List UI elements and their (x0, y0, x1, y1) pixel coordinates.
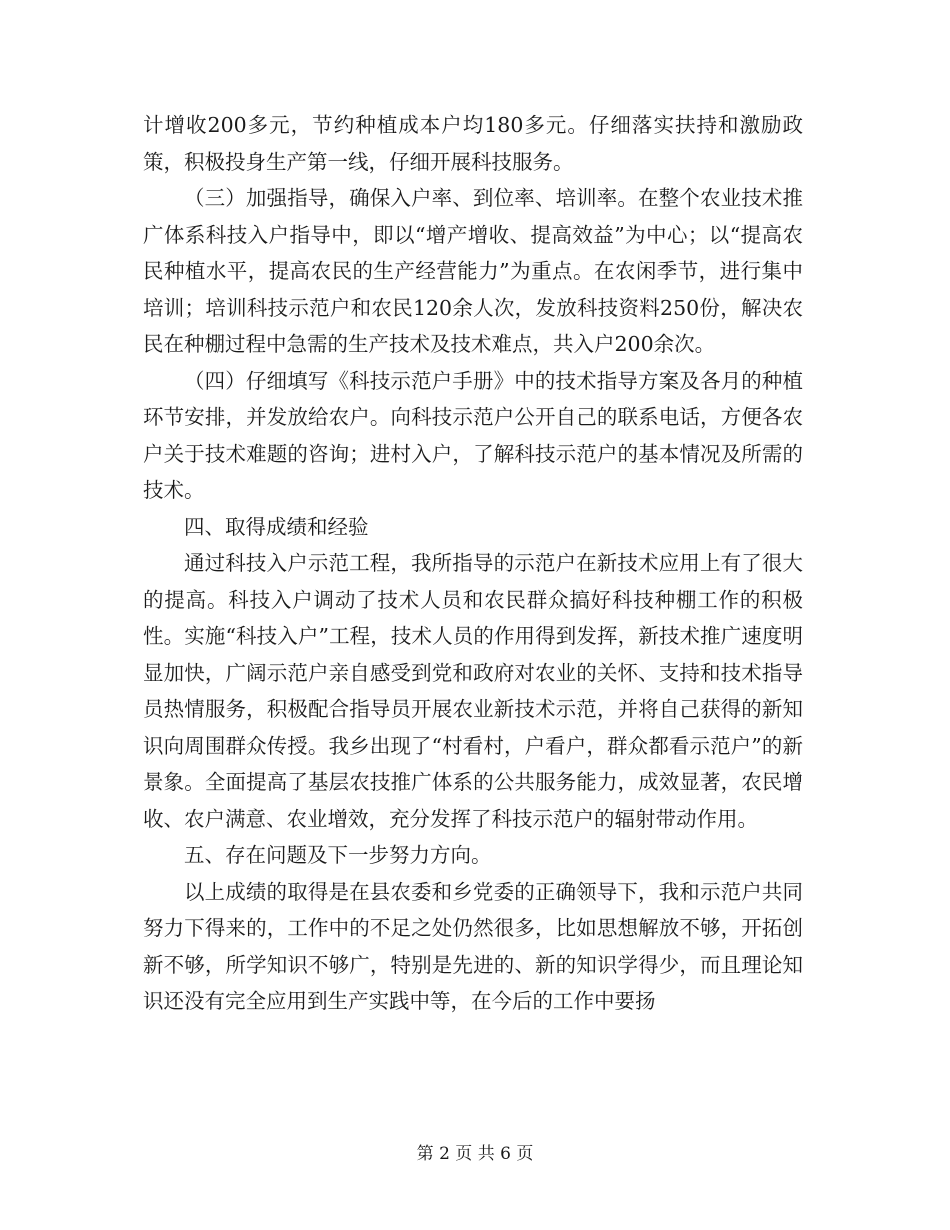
heading-achievements: 四、取得成绩和经验 (184, 514, 369, 539)
paragraph-achievements: 通过科技入户示范工程，我所指导的示范户在新技术应用上有了很大的提高。科技入户调动了技术人员和农民群众搞好科技种棚工作的积极性。实施“科技入户”工程，技术人员的作用得到发挥，新技术推广速度明显加快，广阔示范户亲自感受到党和政府对农业的关怀、支持和技术指导员热情服务，积极配合指导员开展农业新技术示范，并将自己获得的新知识向周围群众传授。我乡出现了“村看村，户看户，群众都看示范户”的新景象。全面提高了基层农技推广体系的公共服务能力，成效显著，农民增收、农户满意、农业增效，充分发挥了科技示范户的辐射带动作用。 (143, 551, 803, 831)
page-footer: 第 2 页 共 6 页 (416, 1144, 534, 1164)
paragraph-problems: 以上成绩的取得是在县农委和乡党委的正确领导下，我和示范户共同努力下得来的，工作中的不足之处仍然很多，比如思想解放不够，开拓创新不够，所学知识不够广，特别是先进的、新的知识学得少，而且理论知识还没有完全应用到生产实践中等，在今后的工作中要扬 (143, 879, 803, 1013)
document-body (143, 107, 803, 1020)
paragraph-continuation: 计增收200多元，节约种植成本户均180多元。仔细落实扶持和激励政策，积极投身生产第一线，仔细开展科技服务。 (143, 113, 803, 174)
paragraph-section-3: （三）加强指导，确保入户率、到位率、培训率。在整个农业技术推广体系科技入户指导中，即以“增产增收、提高效益”为中心；以“提高农民种植水平，提高农民的生产经营能力”为重点。在农闲季节，进行集中培训；培训科技示范户和农民120余人次，发放科技资料250份，解决农民在种棚过程中急需的生产技术及技术难点，共入户200余次。 (143, 186, 803, 356)
paragraph-section-4: （四）仔细填写《科技示范户手册》中的技术指导方案及各月的种植环节安排，并发放给农户。向科技示范户公开自己的联系电话，方便各农户关于技术难题的咨询；进村入户，了解科技示范户的基本情况及所需的技术。 (143, 368, 803, 502)
heading-problems: 五、存在问题及下一步努力方向。 (184, 843, 492, 867)
